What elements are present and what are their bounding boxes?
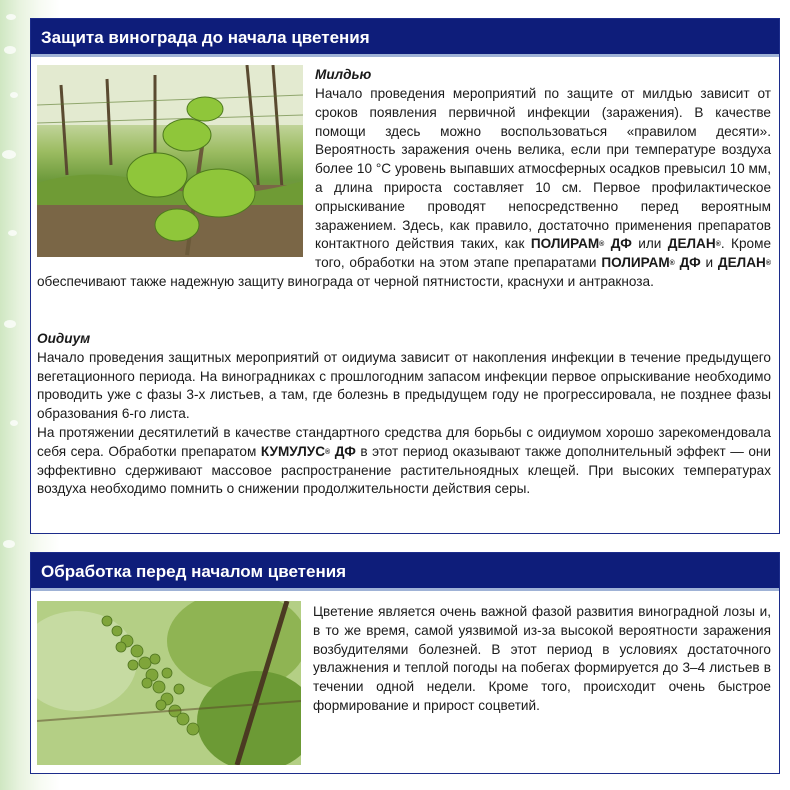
section-title: Защита винограда до начала цветения — [31, 19, 779, 57]
product-delan: ДЕЛАН® — [667, 236, 721, 252]
oidium-paragraph-2: На протяжении десятилетий в качестве стандартного средства для борьбы с оидиумом хорошо зарекомендовала себя сера. Обработки препаратом КУМУЛУС® ДФ в этот период оказывают также дополнительный эффект — они эффективно сдерживают массовое распространение растительноядных клещей. При высоких температурах воздуха необходимо помнить о снижении продолжительности действия серы. — [37, 424, 771, 497]
mildew-text-2: . Кроме того, обработки на этом этапе препаратами — [315, 236, 771, 271]
product-polyram: ПОЛИРАМ® ДФ — [530, 236, 632, 252]
photo-spacer — [37, 85, 315, 257]
product-polyram-2: ПОЛИРАМ® ДФ — [601, 255, 701, 271]
oidium-heading: Оидиум — [37, 331, 91, 346]
decorative-leaf-background — [0, 0, 34, 790]
section-title: Обработка перед началом цветения — [31, 553, 779, 591]
mildew-text-3: обеспечивают также надежную защиту винограда от черной пятнистости, краснухи и антракноза. — [37, 273, 654, 289]
section-treatment-before-flowering — [30, 552, 780, 774]
grape-inflorescence-photo — [37, 601, 301, 765]
oidium-paragraph-1: Начало проведения защитных мероприятий от оидиума зависит от накопления инфекции в течение предыдущего вегетационного периода. На виноградниках с прошлогодним запасом инфекции первое опрыскивание необходимо проводить уже с фазы 3-х листьев, а там, где болезнь в предыдущем году не прогрессировала, не позднее фазы образования 6-го листа. — [37, 349, 771, 422]
product-delan-2: ДЕЛАН® — [717, 255, 772, 271]
flowering-paragraph: Цветение является очень важной фазой развития виноградной лозы и, в то же время, самой уязвимой из-за высокой вероятности заражения возбудителями болезней. В этот период в условиях достаточного увлажнения и теплой погоды на побегах формируется до 3–4 листьев в течении одной недели. Кроме того, происходит очень быстрое формирование и прирост соцветий. — [313, 604, 771, 713]
mildew-paragraph: Начало проведения мероприятий по защите от милдью зависит от сроков появления первичной инфекции (заражения). В качестве помощи здесь можно воспользоваться «правилом десяти». Вероятность заражения очень велика, если при температуре воздуха более 10 °С уровень выпавших атмосферных осадков превысил 10 мм, а длина прироста составляет 10 см. Первое профилактическое опрыскивание проводят непосредственно перед вероятным заражением. Здесь, как правило, достаточно применения препаратов контактного действия таких, как ПОЛИРАМ® ДФ или ДЕЛАН®. Кроме того, обработки на этом этапе препаратами ПОЛИРАМ® ДФ и ДЕЛАН® обеспечивают также надежную защиту винограда от черной пятнистости, краснухи и антракноза. — [37, 86, 772, 289]
mildew-text: Начало проведения мероприятий по защите от милдью зависит от сроков появления первичной инфекции (заражения). В качестве помощи здесь можно воспользоваться «правилом десяти». Вероятность заражения очень велика, если при температуре воздуха более 10 °С уровень выпавших атмосферных осадков превысил 10 мм, а длина прироста составляет 10 см. Первое профилактическое опрыскивание проводят непосредственно перед вероятным заражением. Здесь, как правило, достаточно применения препаратов контактного действия таких, как — [315, 86, 771, 252]
mildew-heading: Милдью — [315, 67, 372, 82]
oidium-block — [37, 330, 771, 499]
section-protection-before-flowering — [30, 18, 780, 534]
product-kumulus: КУМУЛУС® ДФ — [260, 443, 356, 459]
mildew-block — [315, 66, 771, 85]
